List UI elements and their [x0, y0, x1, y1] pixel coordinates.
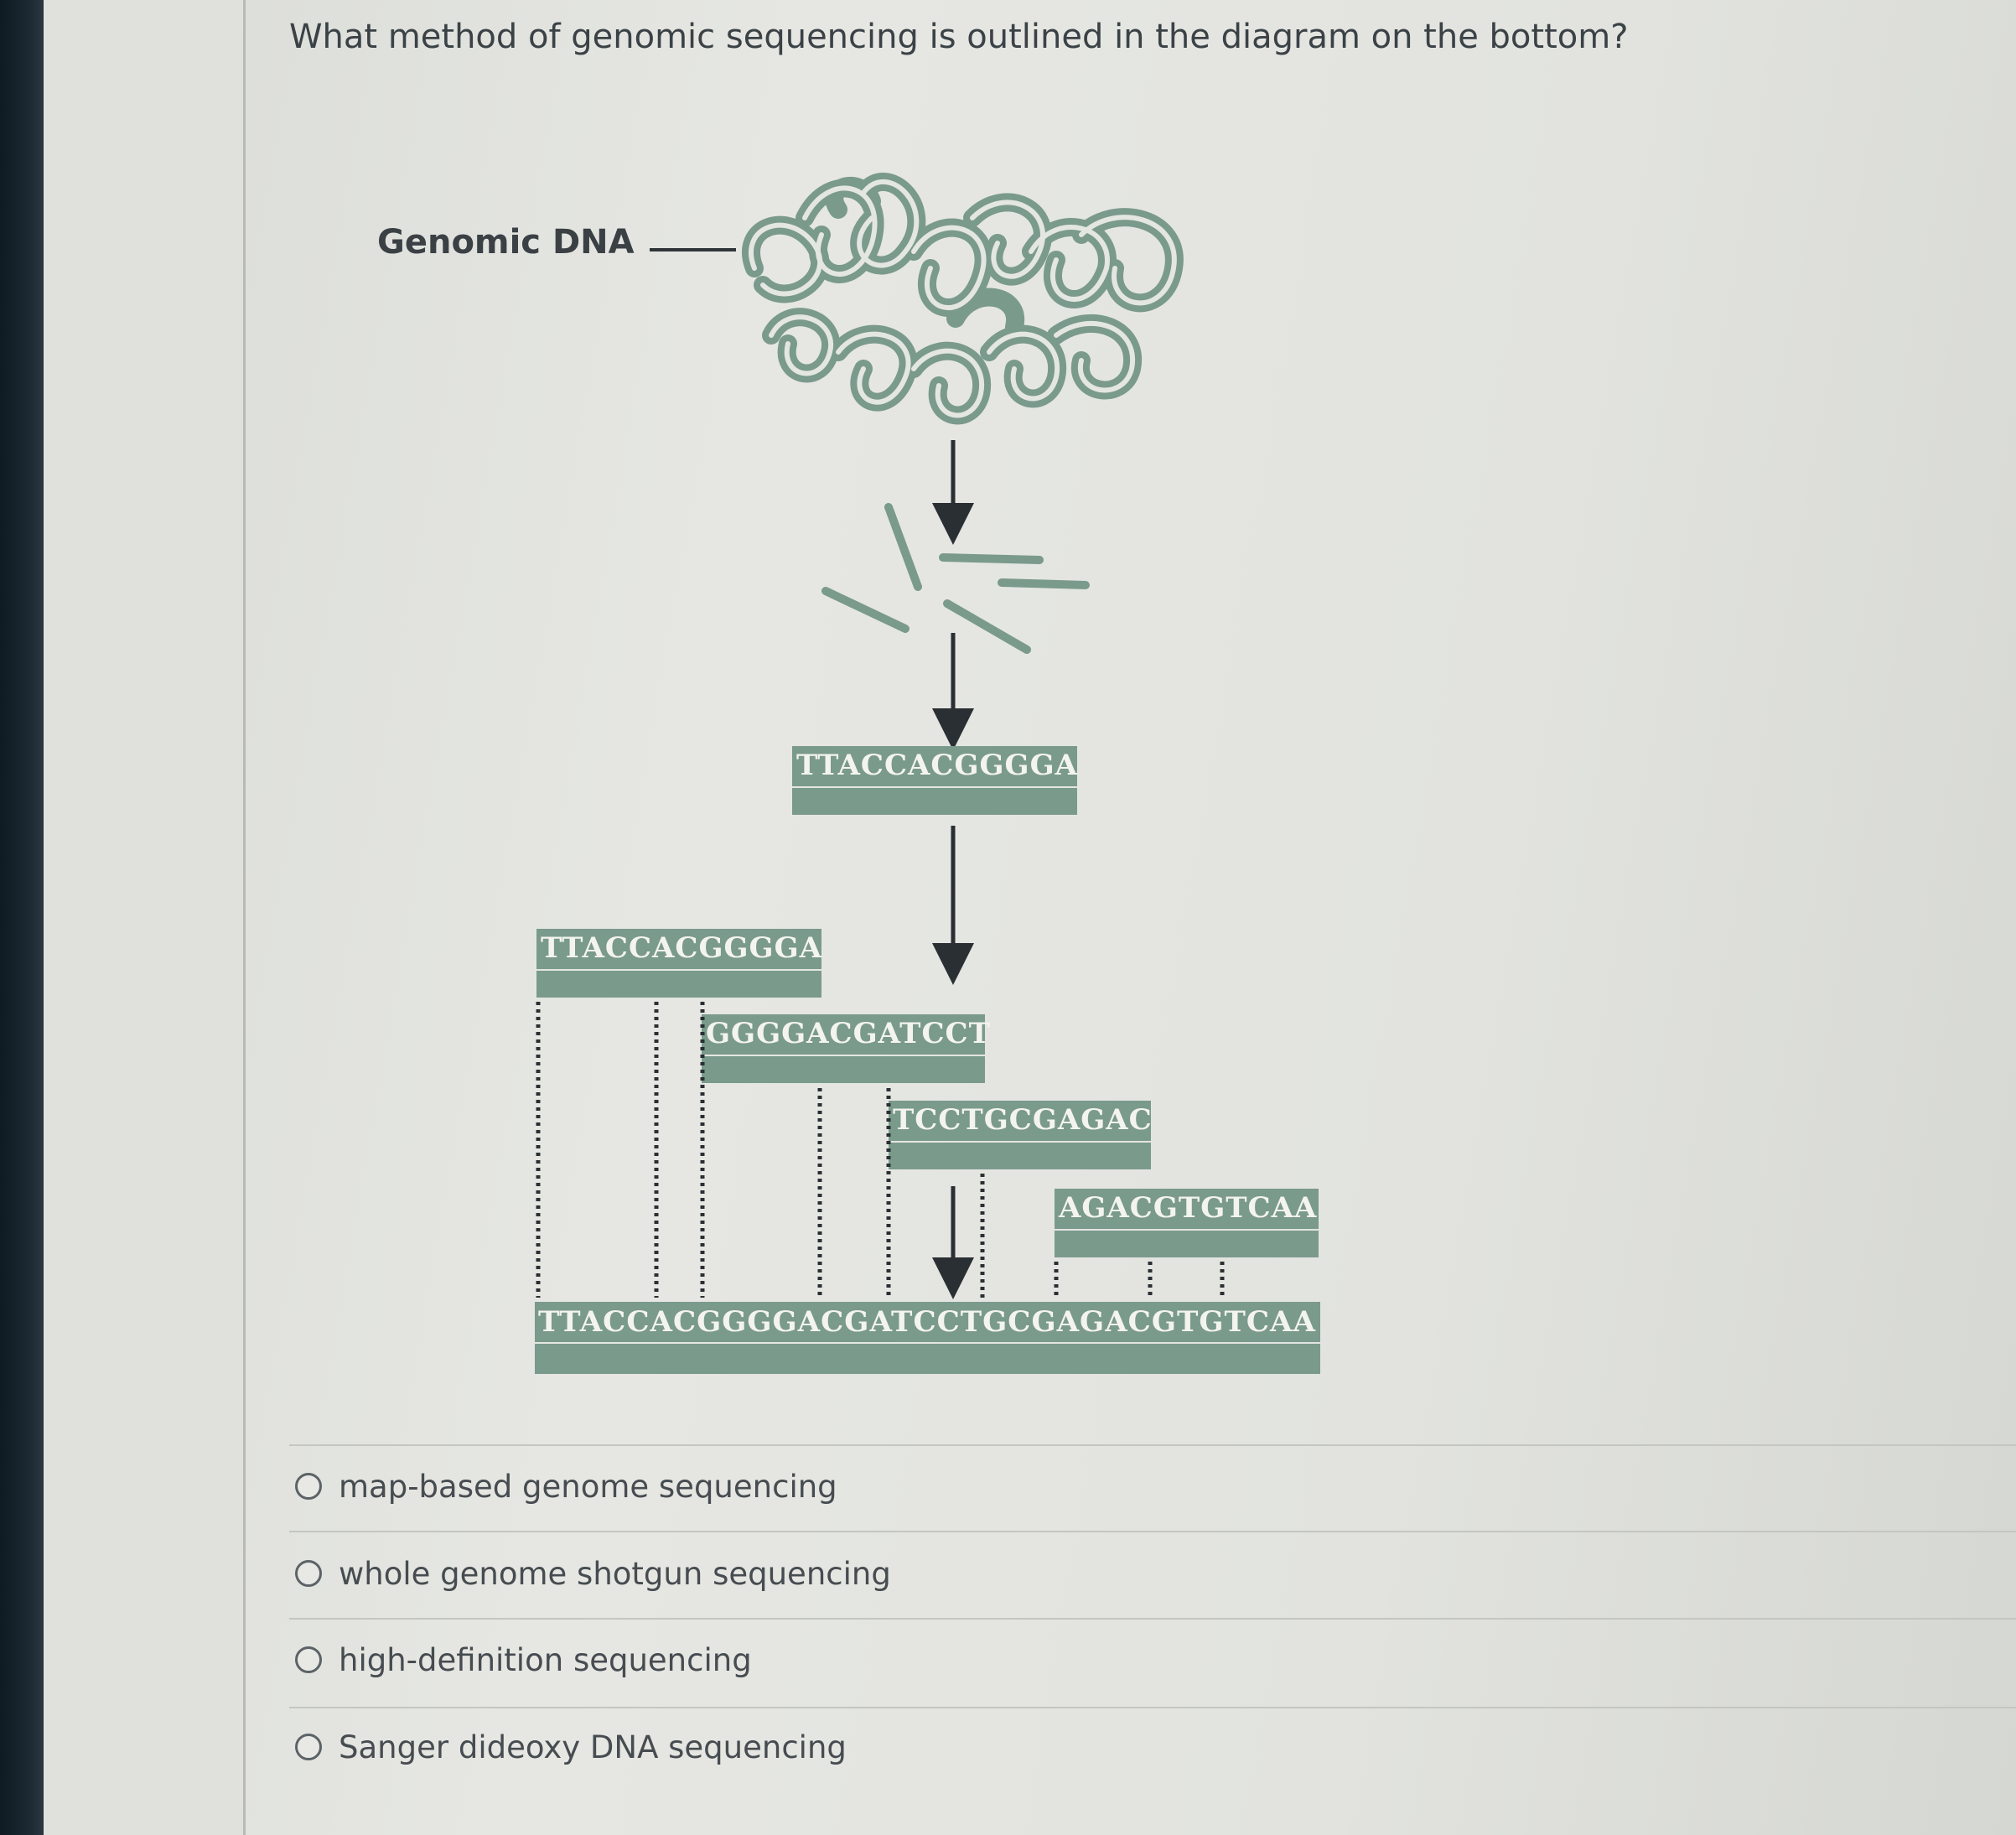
read-2 [702, 1014, 991, 1083]
assembled-sequence-text: TTACCACGGGGACGATCCTGCGAGACGTGTCAA [538, 1305, 1316, 1339]
divider [289, 1707, 2016, 1708]
radio-button[interactable] [295, 1646, 322, 1673]
read-3 [889, 1101, 1153, 1169]
sequenced-fragment [792, 746, 1078, 815]
radio-button[interactable] [295, 1560, 322, 1587]
read-1 [536, 929, 822, 998]
overlapping-reads [536, 929, 1319, 1257]
assembled-sequence [535, 1302, 1320, 1374]
read-sequence-text: TTACCACGGGGA [541, 931, 822, 965]
option-whole-genome-shotgun[interactable] [295, 1548, 891, 1599]
read-4 [1055, 1189, 1319, 1257]
option-sanger-dideoxy[interactable] [295, 1722, 847, 1772]
radio-button[interactable] [295, 1473, 322, 1500]
radio-button[interactable] [295, 1734, 322, 1760]
genomic-dna-label: Genomic DNA [377, 223, 635, 262]
divider [289, 1444, 2016, 1446]
option-label: Sanger dideoxy DNA sequencing [339, 1729, 847, 1765]
option-label: high-definition sequencing [339, 1641, 752, 1678]
dna-fragments-icon [826, 507, 1086, 650]
read-sequence-text: TCCTGCGAGAC [893, 1103, 1153, 1137]
read-sequence-text: AGACGTGTCAA [1059, 1191, 1318, 1225]
option-label: map-based genome sequencing [339, 1468, 837, 1505]
question-text: What method of genomic sequencing is outlined in the diagram on the bottom? [289, 18, 1629, 56]
option-map-based[interactable] [295, 1461, 837, 1511]
option-label: whole genome shotgun sequencing [339, 1555, 891, 1592]
tangled-dna-icon [751, 182, 1174, 416]
divider [289, 1618, 2016, 1620]
read-sequence-text: GGGGACGATCCT [706, 1017, 991, 1050]
divider [289, 1531, 2016, 1532]
fragment-sequence-text: TTACCACGGGGA [796, 749, 1078, 782]
option-high-definition[interactable] [295, 1635, 752, 1685]
